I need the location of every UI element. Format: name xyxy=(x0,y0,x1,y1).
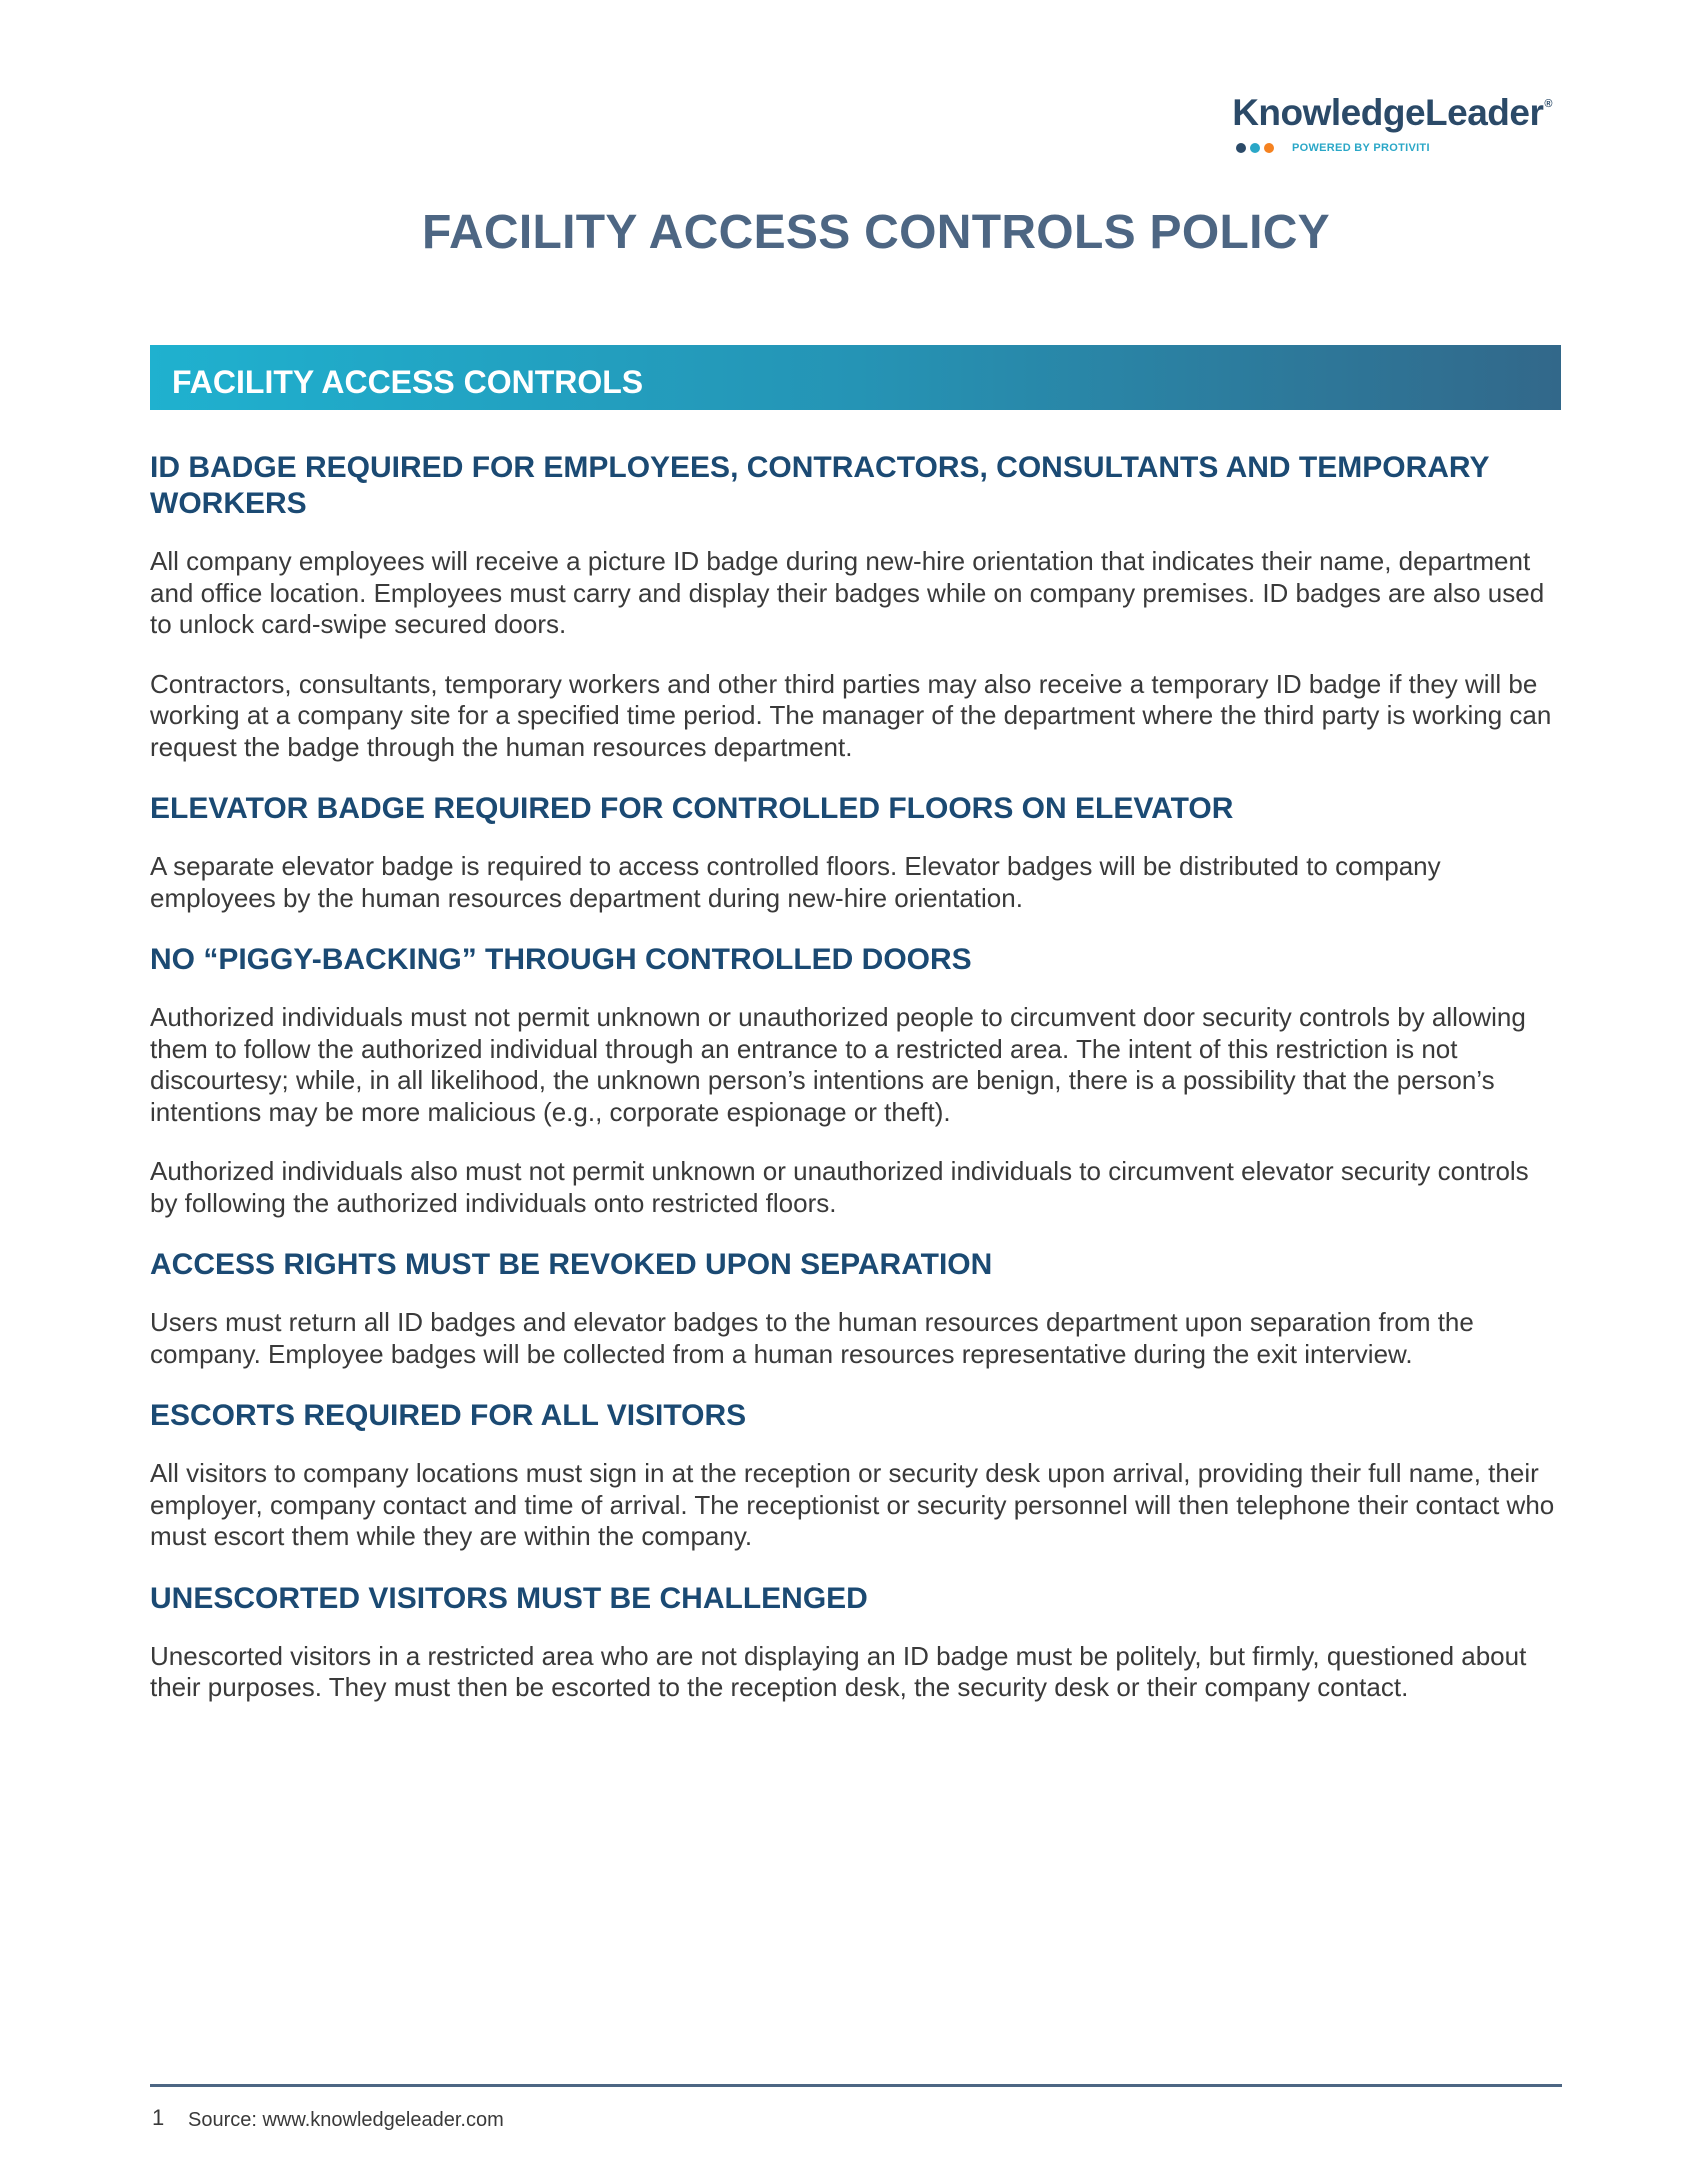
section-heading: ESCORTS REQUIRED FOR ALL VISITORS xyxy=(150,1399,747,1432)
paragraph: Authorized individuals also must not permit unknown or unauthorized individuals to circumvent elevator security controls by following the authorized individuals onto restricted floors. xyxy=(150,1156,1529,1218)
paragraph: Users must return all ID badges and elevator badges to the human resources department upon separation from the company. Employee badges will be collected from a human resources representative during the exit interview. xyxy=(150,1307,1474,1369)
brand-subline xyxy=(1236,142,1430,154)
policy-content xyxy=(150,450,1561,1732)
brand-logo xyxy=(1212,92,1552,162)
section-heading: ID BADGE REQUIRED FOR EMPLOYEES, CONTRACTORS, CONSULTANTS AND TEMPORARY WORKERS xyxy=(150,451,1489,520)
document-title: FACILITY ACCESS CONTROLS POLICY xyxy=(421,206,1331,259)
paragraph: A separate elevator badge is required to access controlled floors. Elevator badges will be distributed to company employees by the human resources department during new-hire orientation. xyxy=(150,851,1441,913)
footer-source: Source: www.knowledgeleader.com xyxy=(188,2109,504,2131)
paragraph: Unescorted visitors in a restricted area who are not displaying an ID badge must be politely, but firmly, questioned about their purposes. They must then be escorted to the reception desk, the security desk or their company contact. xyxy=(150,1640,1527,1702)
section-access-rights xyxy=(150,1247,1561,1370)
brand-dot-3 xyxy=(1264,143,1274,153)
section-piggy-backing xyxy=(150,942,1561,1219)
brand-wordmark xyxy=(1232,92,1552,134)
brand-name: KnowledgeLeader xyxy=(1232,92,1544,133)
section-escorts xyxy=(150,1398,1561,1553)
section-heading: ELEVATOR BADGE REQUIRED FOR CONTROLLED FLOORS ON ELEVATOR xyxy=(150,792,1234,825)
section-heading: ACCESS RIGHTS MUST BE REVOKED UPON SEPARATION xyxy=(150,1248,993,1281)
brand-dot-1 xyxy=(1236,143,1246,153)
brand-dot-2 xyxy=(1250,143,1260,153)
section-heading: UNESCORTED VISITORS MUST BE CHALLENGED xyxy=(150,1581,868,1615)
footer-divider xyxy=(150,2084,1562,2087)
section-id-badge xyxy=(150,450,1561,763)
section-unescorted-visitors xyxy=(150,1581,1561,1704)
page-number: 1 xyxy=(152,2105,165,2130)
section-heading: NO “PIGGY-BACKING” THROUGH CONTROLLED DOORS xyxy=(150,943,972,976)
paragraph: Authorized individuals must not permit unknown or unauthorized people to circumvent door security controls by allowing them to follow the authorized individual through an entrance to a restricted area. The intent of this restriction is not discourtesy; while, in all likelihood, the unknown person’s intentions are benign, there is a possibility that the person’s intentions may be more malicious (e.g., corporate espionage or theft). xyxy=(150,1002,1526,1127)
registered-mark: ® xyxy=(1544,98,1552,110)
paragraph: All visitors to company locations must sign in at the reception or security desk upon arrival, providing their full name, their employer, company contact and time of arrival. The receptionist or security personnel will then telephone their contact who must escort them while they are within the company. xyxy=(150,1458,1555,1551)
section-band xyxy=(150,345,1561,410)
paragraph: Contractors, consultants, temporary workers and other third parties may also receive a temporary ID badge if they will be working at a company site for a specified time period. The manager of the department where the third party is working can request the badge through the human resources department. xyxy=(150,668,1552,762)
paragraph: All company employees will receive a picture ID badge during new-hire orientation that indicates their name, department and office location. Employees must carry and display their badges while on company premises. ID badges are also used to unlock card-swipe secured doors. xyxy=(150,546,1545,639)
brand-tagline: POWERED BY PROTIVITI xyxy=(1292,142,1430,154)
section-elevator-badge xyxy=(150,791,1561,914)
section-band-title: FACILITY ACCESS CONTROLS xyxy=(172,364,644,400)
